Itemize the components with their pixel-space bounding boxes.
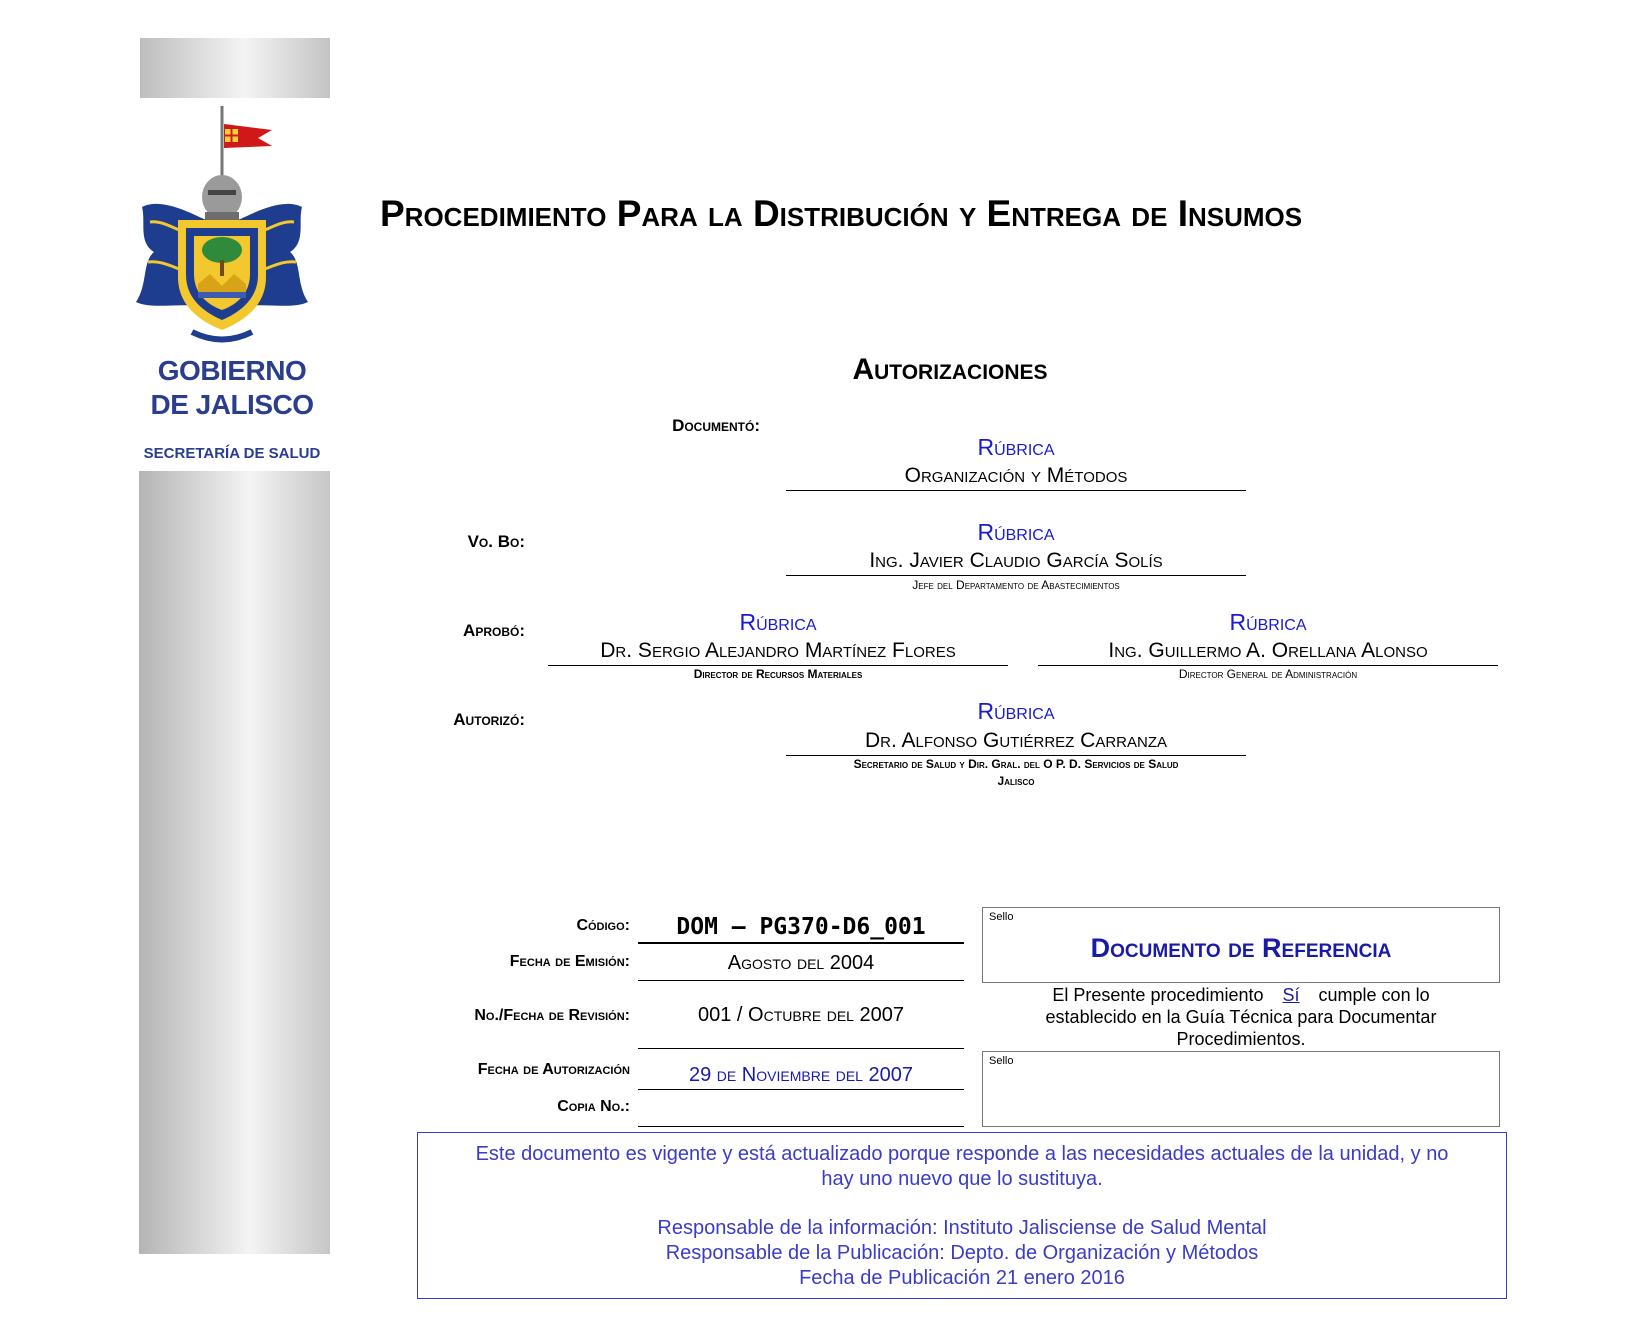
aprobo-right-role: Director General de Administración (1178, 667, 1358, 681)
aprobo-left-rubrica: Rúbrica (739, 609, 817, 635)
aprobo-right-rubrica: Rúbrica (1229, 609, 1307, 635)
revision-value: 001 / Octubre del 2007 (698, 1004, 904, 1026)
statement-value: Sí (1282, 985, 1300, 1005)
revision-line (638, 1048, 964, 1049)
section-title: Autorizaciones (852, 353, 1048, 386)
copia-line (638, 1126, 964, 1127)
footer-line4: Responsable de la Publicación: Depto. de Organización y Métodos (665, 1242, 1259, 1264)
sello-label-2: Sello (989, 1055, 1014, 1067)
documento-label: Documentó: (672, 416, 760, 435)
autorizo-signature-line (786, 755, 1246, 756)
vobo-signature-line (786, 575, 1246, 576)
statement-line3: Procedimientos. (1176, 1029, 1306, 1049)
reference-stamp-box (982, 907, 1500, 983)
department-name: SECRETARÍA DE SALUD (143, 445, 321, 462)
vobo-rubrica: Rúbrica (977, 519, 1055, 545)
reference-title: Documento de Referencia (1090, 933, 1392, 963)
footer-notice-box (417, 1132, 1507, 1299)
footer-line1: Este documento es vigente y está actualizado porque responde a las necesidades actuales de la unidad, y no (475, 1143, 1449, 1165)
autorizo-role-line2: Jalisco (997, 774, 1035, 788)
aprobo-left-name: Dr. Sergio Alejandro Martínez Flores (600, 639, 956, 662)
sidebar-side-bar (139, 471, 330, 1254)
statement-line2: establecido en la Guía Técnica para Documentar (1045, 1007, 1437, 1027)
autorizacion-line (638, 1089, 964, 1090)
page-title: Procedimiento Para la Distribución y Entrega de Insumos (380, 193, 1303, 234)
footer-line5: Fecha de Publicación 21 enero 2016 (799, 1267, 1125, 1289)
aprobo-left-signature-line (548, 665, 1008, 666)
copia-label: Copia No.: (557, 1098, 630, 1115)
documento-rubrica: Rúbrica (977, 434, 1055, 460)
org-name-line2: DE JALISCO (150, 389, 314, 420)
emision-line (638, 980, 964, 981)
statement-post: cumple con lo (1313, 985, 1430, 1005)
codigo-label: Código: (576, 917, 630, 934)
codigo-value: DOM – PG370-D6_001 (676, 914, 926, 940)
emision-label: Fecha de Emisión: (509, 953, 630, 970)
aprobo-left-role: Director de Recursos Materiales (693, 667, 863, 681)
autorizacion-label: Fecha de Autorización (477, 1061, 630, 1078)
revision-label: No./Fecha de Revisión: (474, 1007, 630, 1024)
autorizo-name: Dr. Alfonso Gutiérrez Carranza (864, 729, 1168, 752)
vobo-name: Ing. Javier Claudio García Solís (869, 549, 1163, 572)
statement-pre: El Presente procedimiento (1052, 985, 1269, 1005)
vobo-role: Jefe del Departamento de Abastecimientos (912, 578, 1120, 592)
autorizo-rubrica: Rúbrica (977, 698, 1055, 724)
documento-name: Organización y Métodos (904, 464, 1128, 487)
sello-box (982, 1051, 1500, 1127)
emision-value: Agosto del 2004 (727, 952, 875, 974)
codigo-line (638, 942, 964, 944)
documento-signature-line (786, 490, 1246, 491)
footer-line2: hay uno nuevo que lo sustituya. (821, 1168, 1103, 1190)
jalisco-coat-of-arms-logo (132, 102, 312, 347)
aprobo-right-signature-line (1038, 665, 1498, 666)
compliance-statement (982, 984, 1500, 1050)
aprobo-label: Aprobó: (463, 621, 525, 640)
footer-line3: Responsable de la información: Instituto Jalisciense de Salud Mental (657, 1217, 1267, 1239)
aprobo-right-name: Ing. Guillermo A. Orellana Alonso (1108, 639, 1428, 662)
org-name-line1: GOBIERNO (157, 355, 307, 386)
autorizo-role-line1: Secretario de Salud y Dir. Gral. del O P. D. Servicios de Salud (853, 757, 1179, 771)
autorizacion-value: 29 de Noviembre del 2007 (689, 1064, 913, 1086)
vobo-label: Vo. Bo: (467, 532, 525, 551)
sello-label: Sello (989, 911, 1014, 923)
autorizo-label: Autorizó: (453, 710, 525, 729)
sidebar-top-bar (140, 38, 330, 98)
